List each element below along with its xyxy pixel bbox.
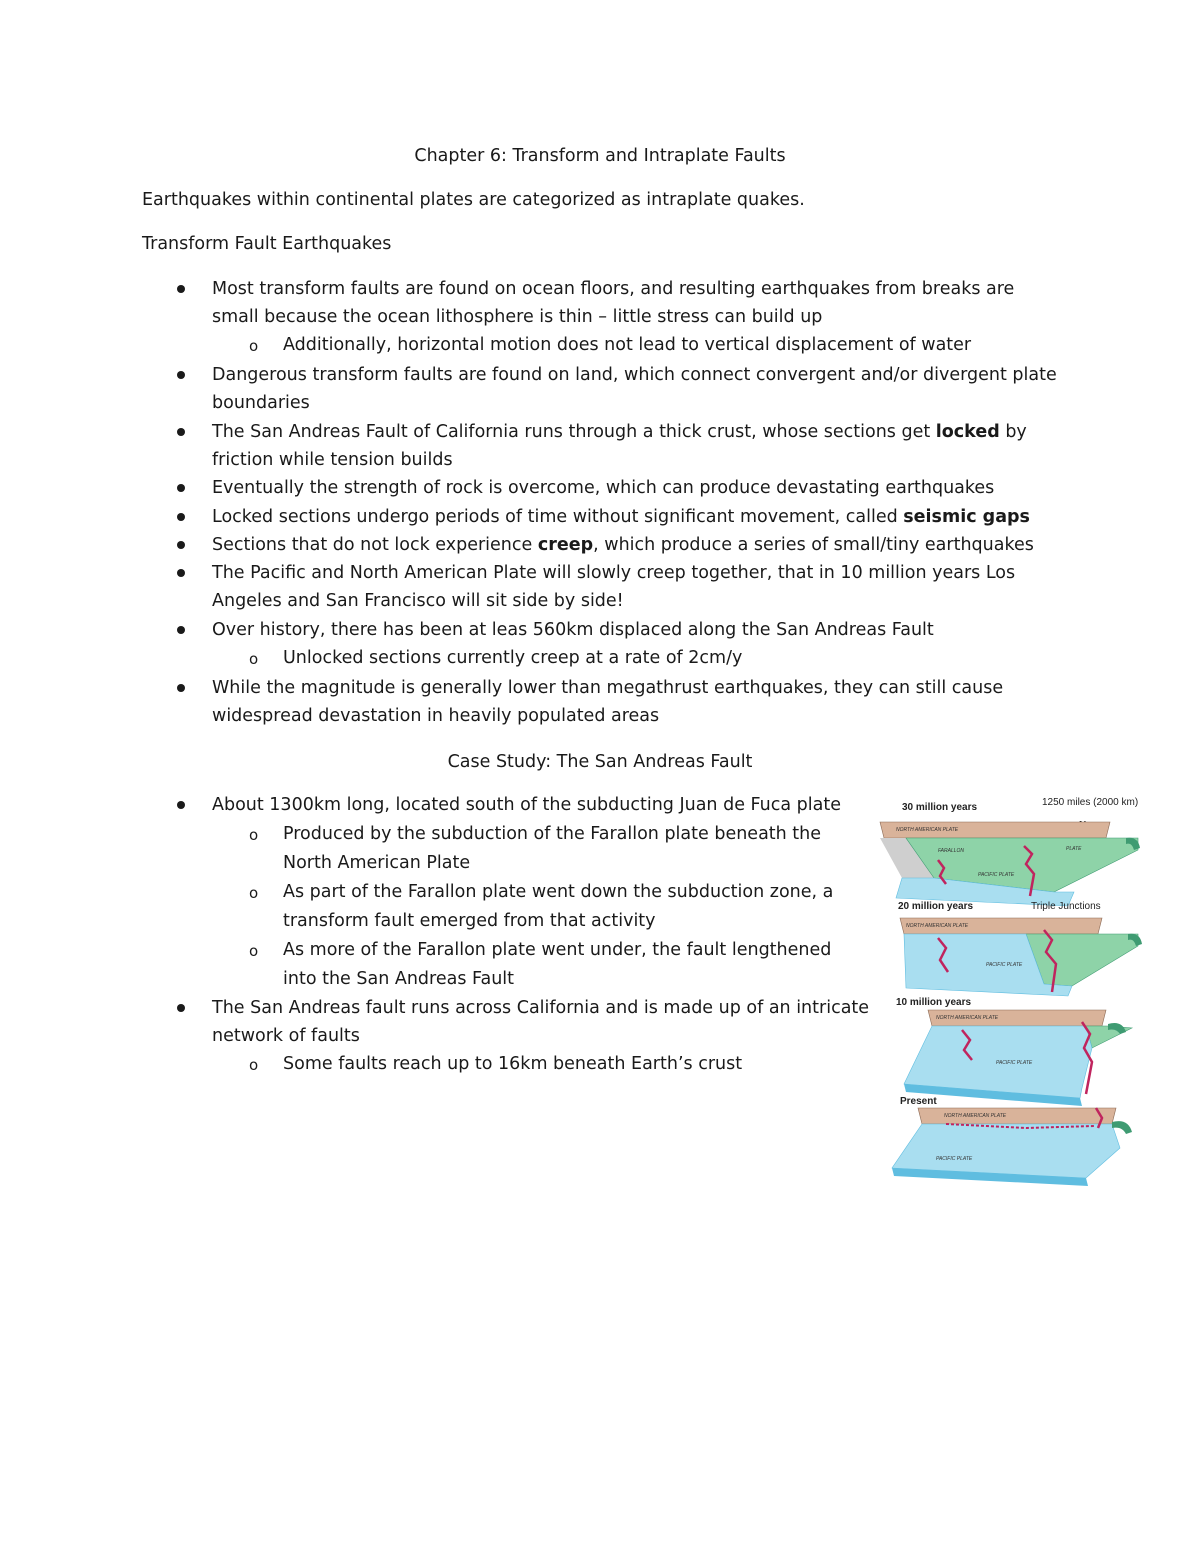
svg-text:NORTH AMERICAN PLATE: NORTH AMERICAN PLATE [906,923,969,929]
svg-text:NORTH AMERICAN PLATE: NORTH AMERICAN PLATE [936,1015,999,1021]
bullet-icon [177,626,185,634]
list-item-continuation: Angeles and San Francisco will sit side by side! [212,591,624,611]
section-heading-transform: Transform Fault Earthquakes [142,234,392,254]
bullet-icon [177,428,185,436]
list-item: While the magnitude is generally lower than megathrust earthquakes, they can still cause [212,678,1004,698]
svg-text:NORTH AMERICAN PLATE: NORTH AMERICAN PLATE [896,827,959,833]
list-item-continuation: boundaries [212,393,310,413]
panel-label: Present [900,1096,937,1107]
intro-paragraph: Earthquakes within continental plates are categorized as intraplate quakes. [142,190,805,210]
sub-list-item: Unlocked sections currently creep at a rate of 2cm/y [283,648,743,668]
sub-list-item-continuation: transform fault emerged from that activity [283,911,656,931]
bullet-icon [177,513,185,521]
sub-list-item: Produced by the subduction of the Farallon plate beneath the [283,824,822,844]
svg-text:NORTH AMERICAN PLATE: NORTH AMERICAN PLATE [944,1113,1007,1119]
fault-evolution-figure [876,788,1146,1192]
list-item: The San Andreas fault runs across California and is made up of an intricate [212,998,870,1018]
list-item: Locked sections undergo periods of time without significant movement, called seismic gaps [212,507,1030,527]
svg-text:FARALLON: FARALLON [938,848,965,854]
scale-label: 1250 miles (2000 km) [1042,797,1139,808]
bullet-icon [177,484,185,492]
bullet-icon [177,569,185,577]
bullet-icon [177,801,185,809]
svg-text:PACIFIC PLATE: PACIFIC PLATE [986,962,1023,968]
panel-label: 20 million years [898,901,974,912]
bold-term: seismic gaps [903,507,1030,527]
section-heading-case-study: Case Study: The San Andreas Fault [447,752,753,772]
list-item-continuation: widespread devastation in heavily populated areas [212,706,660,726]
sub-list-item: Some faults reach up to 16km beneath Earth’s crust [283,1054,743,1074]
sub-list-item-continuation: North American Plate [283,853,471,873]
svg-text:PACIFIC PLATE: PACIFIC PLATE [936,1156,973,1162]
list-item: Dangerous transform faults are found on land, which connect convergent and/or divergent plate [212,365,1057,385]
bullet-icon [177,285,185,293]
bullet-icon [177,684,185,692]
sub-list-item: As part of the Farallon plate went down the subduction zone, a [283,882,834,902]
svg-text:PACIFIC PLATE: PACIFIC PLATE [978,872,1015,878]
bullet-icon [177,541,185,549]
list-item: Eventually the strength of rock is overcome, which can produce devastating earthquakes [212,478,995,498]
panel-label: 10 million years [896,997,972,1008]
triple-junctions-label: Triple Junctions [1031,901,1101,912]
sub-bullet-icon: o [249,826,259,844]
panel-label: 30 million years [902,802,978,813]
sub-bullet-icon: o [249,1056,259,1074]
svg-text:PACIFIC PLATE: PACIFIC PLATE [996,1060,1033,1066]
list-item: Most transform faults are found on ocean floors, and resulting earthquakes from breaks are [212,279,1015,299]
bullet-icon [177,1004,185,1012]
list-item: Sections that do not lock experience creep, which produce a series of small/tiny earthquakes [212,535,1034,555]
panel-10-million-years [896,997,1132,1106]
bullet-icon [177,371,185,379]
list-item: Over history, there has been at leas 560km displaced along the San Andreas Fault [212,620,934,640]
list-item: The Pacific and North American Plate will slowly creep together, that in 10 million years Los [212,563,1016,583]
bold-term: creep [537,535,594,555]
sub-list-item: As more of the Farallon plate went under, the fault lengthened [283,940,832,960]
sub-list-item: Additionally, horizontal motion does not lead to vertical displacement of water [283,335,972,355]
sub-bullet-icon: o [249,337,259,355]
list-item: About 1300km long, located south of the subducting Juan de Fuca plate [212,795,841,815]
svg-text:PLATE: PLATE [1066,846,1082,852]
panel-present [892,1096,1132,1186]
bold-term: locked [935,422,1000,442]
sub-bullet-icon: o [249,650,259,668]
page-title: Chapter 6: Transform and Intraplate Faults [414,146,786,166]
sub-list-item-continuation: into the San Andreas Fault [283,969,515,989]
list-item-continuation: network of faults [212,1026,360,1046]
list-item-continuation: small because the ocean lithosphere is thin – little stress can build up [212,307,823,327]
list-item-continuation: friction while tension builds [212,450,453,470]
panel-30-million-years [880,797,1140,906]
sub-bullet-icon: o [249,884,259,902]
list-item: The San Andreas Fault of California runs through a thick crust, whose sections get locked by [212,422,1027,442]
panel-20-million-years [898,901,1142,996]
sub-bullet-icon: o [249,942,259,960]
